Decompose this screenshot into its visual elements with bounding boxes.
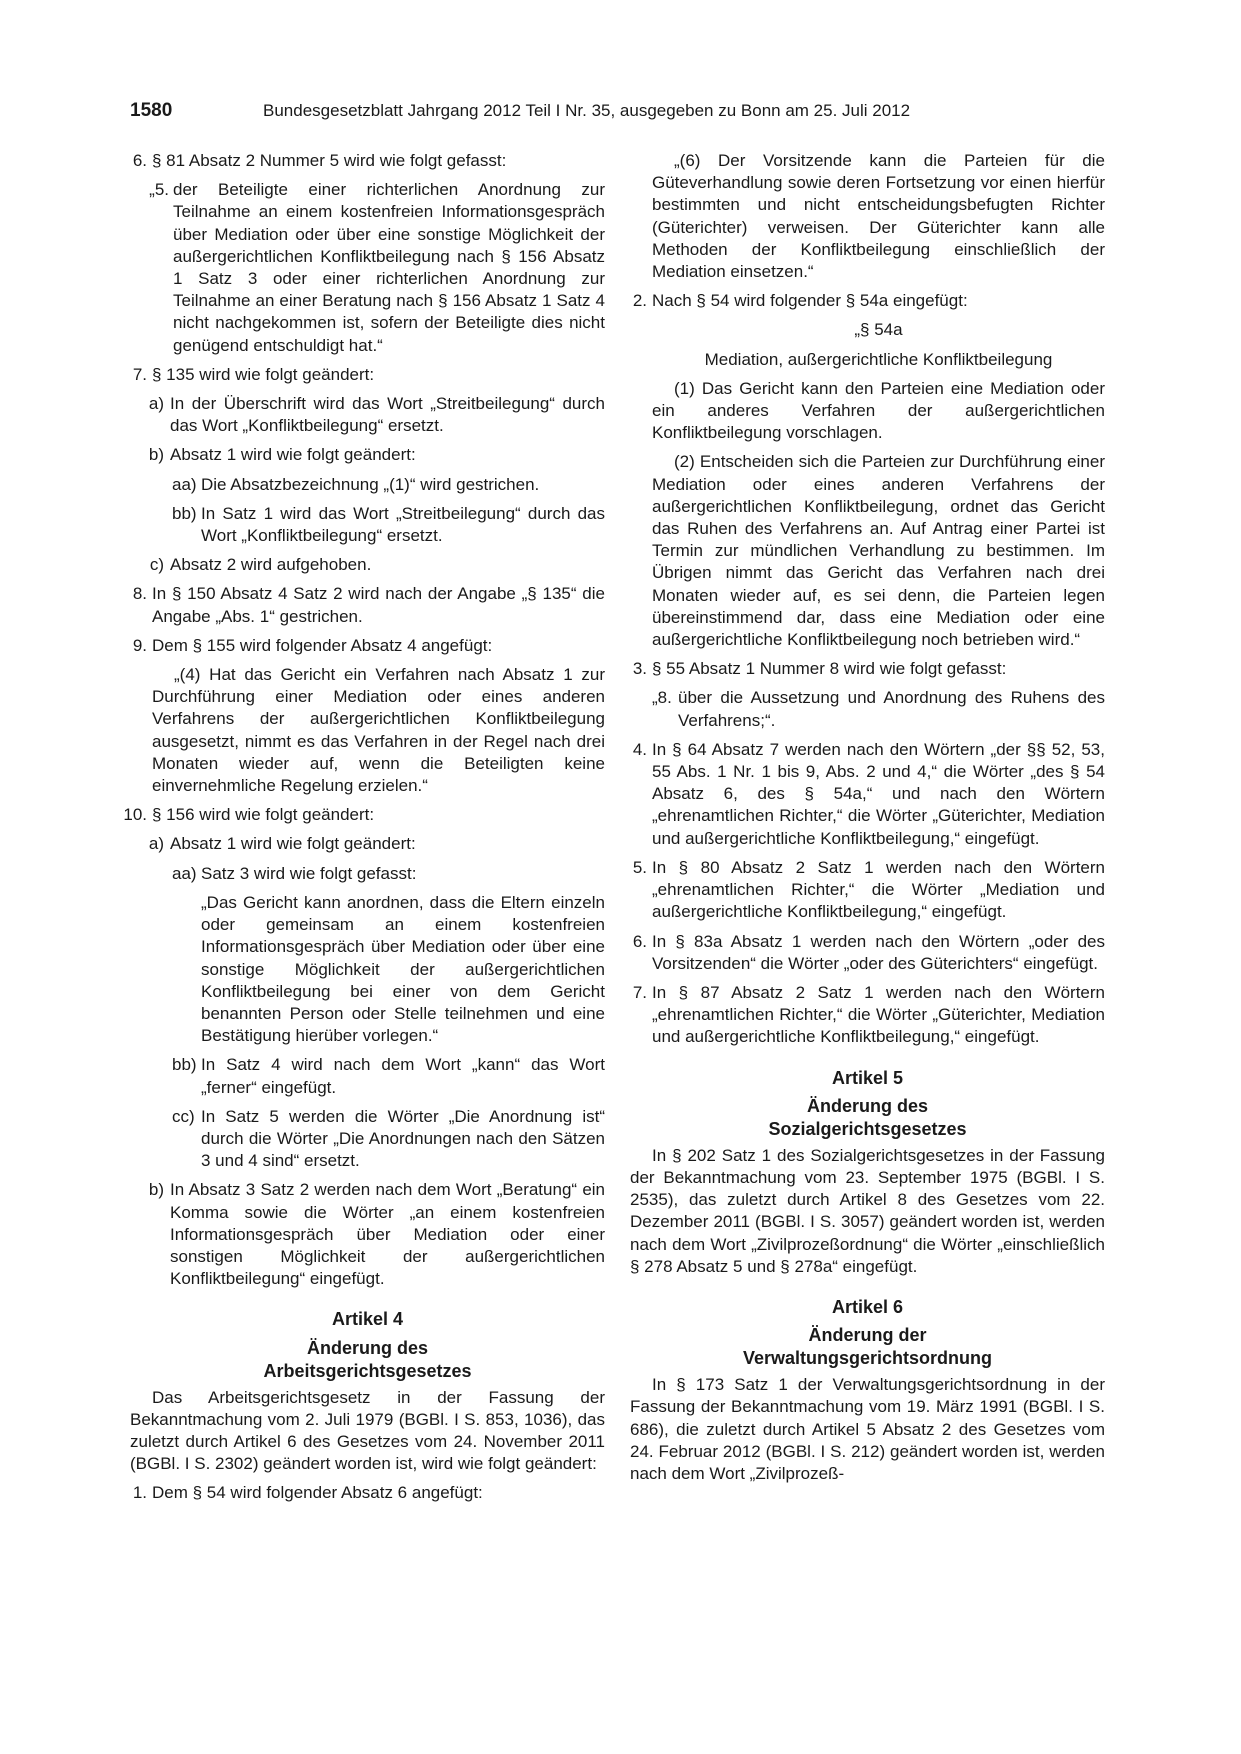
list-item: 7. In § 87 Absatz 2 Satz 1 werden nach den Wörtern „ehrenamtlichen Richter,“ die Wörter „Güterichter, Mediation und außergerichtliche Konfliktbeilegung,“ eingefügt. <box>632 982 1105 1047</box>
list-item: 6. In § 83a Absatz 1 werden nach den Wörtern „oder des Vorsitzenden“ die Wörter „oder des Güterichters“ eingefügt. <box>632 931 1105 973</box>
article-title: Änderung der Verwaltungsgerichtsordnung <box>742 1325 993 1369</box>
page-header <box>130 100 1110 130</box>
list-item: 2. Nach § 54 wird folgender § 54a eingefügt: <box>632 291 968 311</box>
list-item: 6. § 81 Absatz 2 Nummer 5 wird wie folgt gefasst: <box>132 151 507 170</box>
gazette-title: Bundesgesetzblatt Jahrgang 2012 Teil I Nr. 35, ausgegeben zu Bonn am 25. Juli 2012 <box>263 101 911 120</box>
quoted-item: „5. der Beteiligte einer richterlichen Anordnung zur Teilnahme an einem kostenfreien Informationsgespräch über Mediation oder über eine sonstige Möglichkeit der außergerichtlichen Konfliktbeilegung nach § 156 Absatz 1 Satz 3 oder einer richterlichen Anordnung zur Teilnahme an einer Beratung nach § 156 Absatz 1 Satz 4 nicht nachgekommen ist, sofern der Beteiligte dies nicht genügend entschuldigt hat.“ <box>149 180 605 355</box>
sub-item: b) Absatz 1 wird wie folgt geändert: <box>148 445 416 465</box>
article-number: Artikel 5 <box>831 1067 904 1088</box>
section-title: Mediation, außergerichtliche Konfliktbeilegung <box>704 349 1053 369</box>
list-item: 4. In § 64 Absatz 7 werden nach den Wörtern „der §§ 52, 53, 55 Abs. 1 Nr. 1 bis 9, Abs. 2 und 4,“ die Wörter „des § 54 Absatz 6, des § 54a,“ und nach den Wörtern „ehrenamtlichen Richter,“ die Wörter „Güterichter, Mediation und außergerichtliche Konfliktbeilegung,“ eingefügt. <box>632 739 1105 848</box>
article-number: Artikel 6 <box>831 1296 904 1317</box>
sub-item: c) Absatz 2 wird aufgehoben. <box>149 555 372 575</box>
quoted-paragraph: „(6) Der Vorsitzende kann die Parteien für die Güteverhandlung sowie deren Fortsetzung vor einen hierfür bestimmten und nicht entscheidungsbefugten Richter (Güterichter) verweisen. Der Güterichter kann alle Methoden der Konfliktbeilegung einschließlich der Mediation einsetzen.“ <box>652 151 1105 282</box>
section-paragraph: (2) Entscheiden sich die Parteien zur Durchführung einer Mediation oder eines anderen Verfahrens der außergerichtlichen Konfliktbeilegung, ordnet das Gericht das Ruhen des Verfahrens an. Auf Antrag einer Partei ist Termin zur mündlichen Verhandlung zu bestimmen. Im Übrigen nimmt das Gericht das Verfahren nach drei Monaten wieder auf, es sei denn, die Parteien legen übereinstimmend dar, dass eine Mediation oder eine außergerichtliche Konfliktbeilegung noch betrieben wird.“ <box>652 452 1105 650</box>
sub-sub-item: bb) In Satz 4 wird nach dem Wort „kann“ das Wort „ferner“ eingefügt. <box>172 1055 605 1097</box>
list-item: 8. In § 150 Absatz 4 Satz 2 wird nach der Angabe „§ 135“ die Angabe „Abs. 1“ gestrichen. <box>132 584 605 626</box>
left-column <box>123 150 605 1512</box>
list-item: 7. § 135 wird wie folgt geändert: <box>132 364 375 384</box>
page-number: 1580 <box>130 100 173 121</box>
article-number: Artikel 4 <box>331 1309 404 1330</box>
list-item: 5. In § 80 Absatz 2 Satz 1 werden nach den Wörtern „ehrenamtlichen Richter,“ die Wörter „Mediation und außergerichtliche Konfliktbeilegung,“ eingefügt. <box>632 857 1105 922</box>
list-item: 9. Dem § 155 wird folgender Absatz 4 angefügt: <box>132 635 493 655</box>
section-paragraph: (1) Das Gericht kann den Parteien eine Mediation oder ein anderes Verfahren der außergerichtlichen Konfliktbeilegung vorschlagen. <box>652 378 1105 443</box>
article-text: In § 173 Satz 1 der Verwaltungsgerichtsordnung in der Fassung der Bekanntmachung vom 19. März 1991 (BGBl. I S. 686), die zuletzt durch Artikel 5 Absatz 2 des Gesetzes vom 24. Februar 2012 (BGBl. I S. 212) geändert worden ist, werden nach dem Wort „Zivilprozeß- <box>630 1375 1105 1483</box>
article-title: Änderung des Sozialgerichtsgesetzes <box>768 1095 967 1139</box>
sub-sub-item: aa) Die Absatzbezeichnung „(1)“ wird gestrichen. <box>172 474 540 494</box>
sub-sub-item: cc) In Satz 5 werden die Wörter „Die Anordnung ist“ durch die Wörter „Die Anordnungen nach den Sätzen 3 und 4 sind“ ersetzt. <box>172 1106 605 1171</box>
quoted-paragraph: „(4) Hat das Gericht ein Verfahren nach Absatz 1 zur Durchführung einer Mediation oder eines anderen Verfahrens der außergerichtlichen Konfliktbeilegung ausgesetzt, nimmt es das Verfahren in der Regel nach drei Monaten wieder auf, wenn die Beteiligten keine einvernehmliche Regelung erzielen.“ <box>152 665 605 796</box>
list-item: 10. § 156 wird wie folgt geändert: <box>123 805 375 825</box>
sub-item: a) In der Überschrift wird das Wort „Streitbeilegung“ durch das Wort „Konfliktbeilegung“ ersetzt. <box>148 394 605 436</box>
sub-item: b) In Absatz 3 Satz 2 werden nach dem Wort „Beratung“ ein Komma sowie die Wörter „an einem kostenfreien Informationsgespräch über Mediation oder einer sonstigen Möglichkeit der außergerichtlichen Konfliktbeilegung“ eingefügt. <box>148 1180 605 1289</box>
right-column <box>630 150 1105 1485</box>
sub-sub-item: bb) In Satz 1 wird das Wort „Streitbeilegung“ durch das Wort „Konfliktbeilegung“ ersetzt. <box>172 503 605 546</box>
section-heading: „§ 54a <box>854 320 903 340</box>
article-title: Änderung des Arbeitsgerichtsgesetzes <box>263 1337 472 1381</box>
list-item: 1. Dem § 54 wird folgender Absatz 6 angefügt: <box>132 1483 483 1503</box>
list-item: 3. § 55 Absatz 1 Nummer 8 wird wie folgt gefasst: <box>632 659 1007 679</box>
article-text: Das Arbeitsgerichtsgesetz in der Fassung der Bekanntmachung vom 2. Juli 1979 (BGBl. I S. 853, 1036), das zuletzt durch Artikel 6 des Gesetzes vom 24. November 2011 (BGBl. I S. 2302) geändert worden ist, wird wie folgt geändert: <box>130 1387 605 1474</box>
article-text: In § 202 Satz 1 des Sozialgerichtsgesetzes in der Fassung der Bekanntmachung vom 23. September 1975 (BGBl. I S. 2535), das zuletzt durch Artikel 8 des Gesetzes vom 22. Dezember 2011 (BGBl. I S. 3057) geändert worden ist, werden nach dem Wort „Zivilprozeßordnung“ die Wörter „einschließlich § 278 Absatz 5 und § 278a“ eingefügt. <box>630 1145 1105 1276</box>
sub-item: a) Absatz 1 wird wie folgt geändert: <box>148 834 416 854</box>
quoted-item: „8. über die Aussetzung und Anordnung des Ruhens des Verfahrens;“. <box>652 688 1105 730</box>
quoted-paragraph: „Das Gericht kann anordnen, dass die Eltern einzeln oder gemeinsam an einem kostenfreien Informationsgespräch über Mediation oder über eine sonstige Möglichkeit der außergerichtlichen Konfliktbeilegung bei einer von dem Gericht benannten Person oder Stelle teilnehmen und eine Bestätigung hierüber vorlegen.“ <box>201 892 605 1046</box>
sub-sub-item: aa) Satz 3 wird wie folgt gefasst: <box>172 863 417 883</box>
